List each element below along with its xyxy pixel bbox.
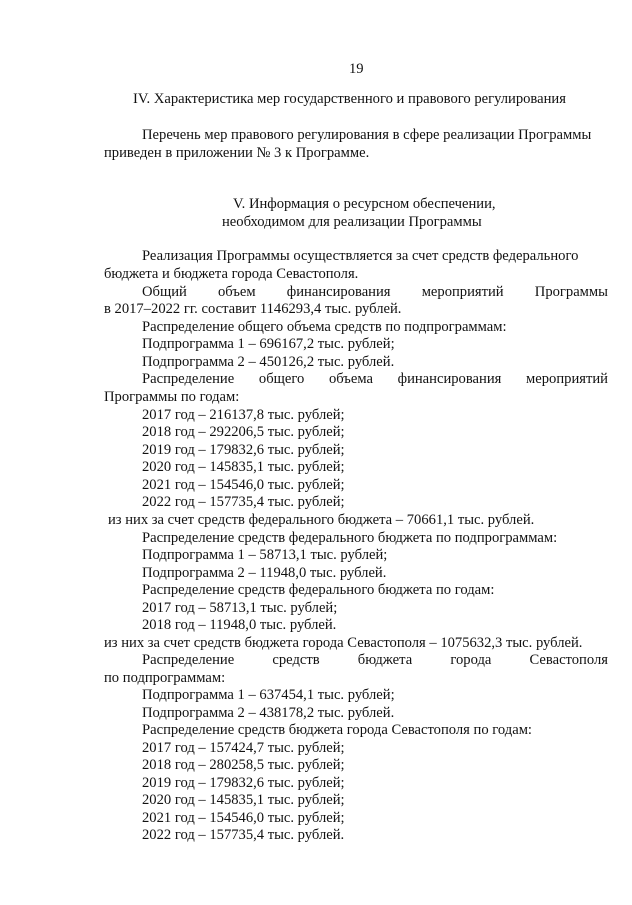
section-5-heading: необходимом для реализации Программы [222,214,482,230]
total-line: в 2017–2022 гг. составит 1146293,4 тыс. рублей. [104,301,402,317]
word: средств [272,652,320,668]
city-year-item: 2019 год – 179832,6 тыс. рублей; [142,775,345,791]
year-item: 2019 год – 179832,6 тыс. рублей; [142,442,345,458]
word: финансирования [397,371,502,387]
city-year-item: 2020 год – 145835,1 тыс. рублей; [142,792,345,808]
federal-year-heading: Распределение средств федерального бюджета по годам: [142,582,495,598]
section-4-heading: IV. Характеристика мер государственного и правового регулирования [133,91,566,107]
by-year-line: Программы по годам: [104,389,240,405]
word: бюджета [357,652,413,668]
city-total-line: из них за счет средств бюджета города Севастополя – 1075632,3 тыс. рублей. [104,635,583,651]
intro-line: Реализация Программы осуществляется за счет средств федерального [142,248,579,264]
federal-subprogram-item: Подпрограмма 1 – 58713,1 тыс. рублей; [142,547,388,563]
year-item: 2017 год – 216137,8 тыс. рублей; [142,407,345,423]
word: Общий [142,284,187,300]
city-year-heading: Распределение средств бюджета города Севастополя по годам: [142,722,532,738]
word: Севастополя [529,652,608,668]
word: мероприятий [526,371,608,387]
section-4-paragraph-line: Перечень мер правового регулирования в сфере реализации Программы [142,127,592,143]
section-5-heading: V. Информация о ресурсном обеспечении, [233,196,496,212]
section-4-paragraph-line: приведен в приложении № 3 к Программе. [104,145,370,161]
federal-year-item: 2017 год – 58713,1 тыс. рублей; [142,600,338,616]
city-line-justified [142,651,608,669]
word: Распределение [142,652,235,668]
city-year-item: 2022 год – 157735,4 тыс. рублей. [142,827,345,843]
subprogram-item: Подпрограмма 1 – 696167,2 тыс. рублей; [142,336,395,352]
year-item: 2018 год – 292206,5 тыс. рублей; [142,424,345,440]
word: финансирования [286,284,391,300]
city-line: по подпрограммам: [104,670,226,686]
city-year-item: 2017 год – 157424,7 тыс. рублей; [142,740,345,756]
word: общего [258,371,305,387]
city-subprogram-item: Подпрограмма 1 – 637454,1 тыс. рублей; [142,687,395,703]
intro-line: бюджета и бюджета города Севастополя. [104,266,359,282]
word: Распределение [142,371,235,387]
total-line-justified [142,283,608,301]
year-item: 2022 год – 157735,4 тыс. рублей; [142,494,345,510]
word: мероприятий [421,284,504,300]
city-year-item: 2021 год – 154546,0 тыс. рублей; [142,810,345,826]
by-year-line-justified [142,370,608,388]
page-number: 19 [349,61,364,77]
city-year-item: 2018 год – 280258,5 тыс. рублей; [142,757,345,773]
federal-subprogram-heading: Распределение средств федерального бюджета по подпрограммам: [142,530,558,546]
word: города [450,652,492,668]
city-subprogram-item: Подпрограмма 2 – 438178,2 тыс. рублей. [142,705,395,721]
year-item: 2021 год – 154546,0 тыс. рублей; [142,477,345,493]
federal-subprogram-item: Подпрограмма 2 – 11948,0 тыс. рублей. [142,565,387,581]
year-item: 2020 год – 145835,1 тыс. рублей; [142,459,345,475]
subprogram-heading: Распределение общего объема средств по подпрограммам: [142,319,507,335]
word: Программы [534,284,608,300]
word: объем [217,284,256,300]
federal-year-item: 2018 год – 11948,0 тыс. рублей. [142,617,337,633]
word: объема [328,371,373,387]
subprogram-item: Подпрограмма 2 – 450126,2 тыс. рублей. [142,354,395,370]
federal-total-line: из них за счет средств федерального бюджета – 70661,1 тыс. рублей. [108,512,535,528]
